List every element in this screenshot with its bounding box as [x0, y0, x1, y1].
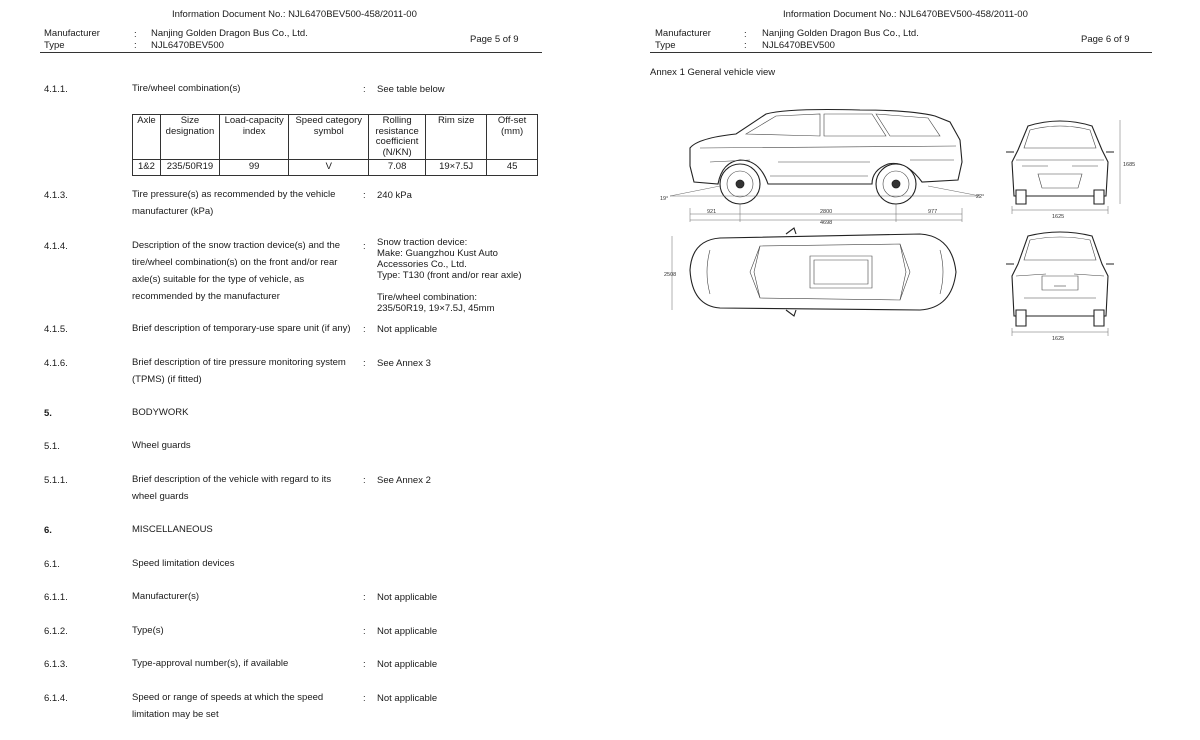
vehicle-front-view [1006, 120, 1135, 220]
general-vehicle-view-drawing [610, 100, 1200, 400]
header-colon: : [744, 40, 747, 51]
manufacturer-value: Nanjing Golden Dragon Bus Co., Ltd. [151, 28, 308, 39]
table-header-cell: Load-capacity index [219, 115, 288, 160]
section-value: Not applicable [377, 659, 438, 670]
type-value: NJL6470BEV500 [151, 40, 224, 51]
header-colon: : [134, 29, 137, 40]
value-colon: : [363, 626, 366, 637]
table-header-cell: Size designation [160, 115, 219, 160]
table-cell: V [289, 160, 369, 176]
rear-overhang-dimension: 977 [928, 209, 938, 215]
header-colon: : [134, 40, 137, 51]
table-header-cell: Off-set (mm) [487, 115, 538, 160]
value-colon: : [363, 693, 366, 704]
section-description: Tire pressure(s) as recommended by the vehicle manufacturer (kPa) [132, 189, 336, 217]
section-heading: MISCELLANEOUS [132, 524, 213, 535]
table-cell: 7.08 [369, 160, 426, 176]
annex-title: Annex 1 General vehicle view [650, 67, 776, 78]
section-number: 5. [44, 408, 52, 419]
section-description: Manufacturer(s) [132, 591, 200, 602]
section-value: See Annex 3 [377, 358, 431, 369]
approach-angle-label: 19° [660, 196, 669, 202]
section-number: 6.1. [44, 559, 60, 570]
section-description: Type(s) [132, 625, 164, 636]
manufacturer-value: Nanjing Golden Dragon Bus Co., Ltd. [762, 28, 919, 39]
section-number: 6. [44, 525, 52, 536]
information-document-number: Information Document No.: NJL6470BEV500-458/2011-00 [172, 9, 417, 20]
manufacturer-label: Manufacturer [44, 28, 100, 39]
section-description: Brief description of tire pressure monitoring system (TPMS) (if fitted) [132, 357, 346, 385]
table-header-cell: Axle [133, 115, 161, 160]
overall-width-dimension: 2508 [664, 272, 677, 278]
section-number: 4.1.4. [44, 241, 68, 252]
front-overhang-dimension: 921 [707, 209, 717, 215]
table-row [133, 160, 538, 176]
header-colon: : [744, 29, 747, 40]
section-description: Speed limitation devices [132, 558, 235, 569]
section-description: Description of the snow traction device(s) and the tire/wheel combination(s) on the front and/or rear axle(s) suitable for the type of vehicle, as recommended by the manufacturer [132, 240, 341, 302]
snow-traction-value: Snow traction device: Make: Guangzhou Kust Auto Accessories Co., Ltd. Type: T130 (front and/or rear axle) Tire/wheel combination: 235/50R19, 19×7.5J, 45mm [377, 237, 522, 314]
wheelbase-dimension: 2800 [820, 209, 833, 215]
vehicle-side-view [660, 110, 984, 227]
section-heading: BODYWORK [132, 407, 189, 418]
section-number: 4.1.6. [44, 358, 68, 369]
section-number: 5.1. [44, 441, 60, 452]
table-cell: 1&2 [133, 160, 161, 176]
type-label: Type [655, 40, 676, 51]
table-cell: 45 [487, 160, 538, 176]
value-colon: : [363, 592, 366, 603]
overall-height-dimension: 1685 [1123, 162, 1136, 168]
type-value: NJL6470BEV500 [762, 40, 835, 51]
section-value: See table below [377, 84, 445, 95]
table-cell: 235/50R19 [160, 160, 219, 176]
section-description: Brief description of the vehicle with regard to its wheel guards [132, 474, 332, 502]
table-header-cell: Speed category symbol [289, 115, 369, 160]
section-number: 6.1.1. [44, 592, 68, 603]
section-value: Not applicable [377, 626, 438, 637]
rear-track-dimension: 1625 [1052, 336, 1065, 342]
vehicle-rear-view [1006, 232, 1114, 342]
front-track-dimension: 1625 [1052, 214, 1065, 220]
section-value: Not applicable [377, 324, 438, 335]
section-value: See Annex 2 [377, 475, 431, 486]
value-colon: : [363, 84, 366, 95]
section-number: 6.1.3. [44, 659, 68, 670]
section-value: 240 kPa [377, 190, 412, 201]
section-number: 6.1.2. [44, 626, 68, 637]
table-cell: 99 [219, 160, 288, 176]
document-page-6 [610, 0, 1200, 740]
vehicle-top-view [664, 228, 956, 316]
section-description: Type-approval number(s), if available [132, 658, 289, 669]
value-colon: : [363, 659, 366, 670]
value-colon: : [363, 475, 366, 486]
section-number: 6.1.4. [44, 693, 68, 704]
section-number: 4.1.3. [44, 190, 68, 201]
information-document-number: Information Document No.: NJL6470BEV500-458/2011-00 [783, 9, 1028, 20]
tire-wheel-table [132, 114, 538, 176]
departure-angle-label: 22° [976, 194, 985, 200]
manufacturer-label: Manufacturer [655, 28, 711, 39]
table-header-row [133, 115, 538, 160]
table-cell: 19×7.5J [426, 160, 487, 176]
section-number: 5.1.1. [44, 475, 68, 486]
table-header-cell: Rim size [426, 115, 487, 160]
value-colon: : [363, 358, 366, 369]
section-number: 4.1.1. [44, 84, 68, 95]
section-number: 4.1.5. [44, 324, 68, 335]
page-number: Page 6 of 9 [1081, 34, 1130, 45]
table-header-cell: Rolling resistance coefficient (N/KN) [369, 115, 426, 160]
header-divider [650, 52, 1152, 53]
section-description: Wheel guards [132, 440, 191, 451]
page-number: Page 5 of 9 [470, 34, 519, 45]
header-divider [40, 52, 542, 53]
section-value: Not applicable [377, 693, 438, 704]
section-description: Speed or range of speeds at which the speed limitation may be set [132, 692, 324, 720]
value-colon: : [363, 241, 366, 252]
value-colon: : [363, 190, 366, 201]
section-description: Tire/wheel combination(s) [132, 83, 241, 94]
overall-length-dimension: 4698 [820, 220, 833, 226]
type-label: Type [44, 40, 65, 51]
section-value: Not applicable [377, 592, 438, 603]
value-colon: : [363, 324, 366, 335]
section-description: Brief description of temporary-use spare unit (if any) [132, 323, 351, 334]
